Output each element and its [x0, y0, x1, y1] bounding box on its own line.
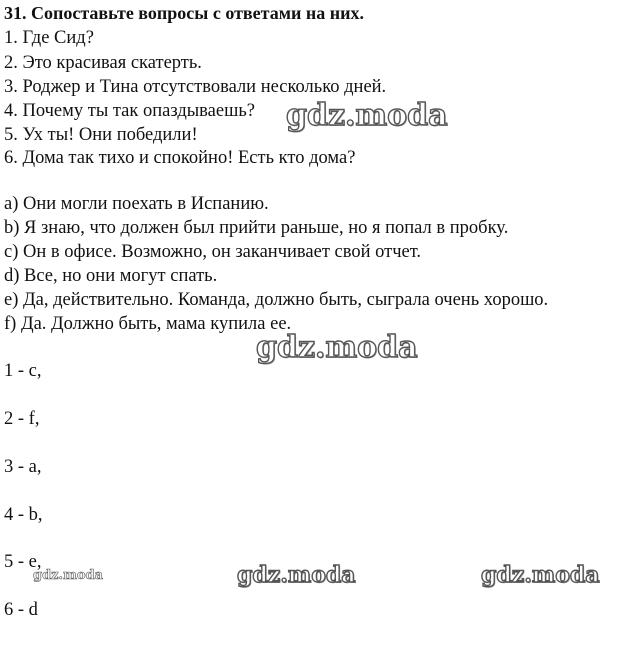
- answer-6: 6 - d: [4, 600, 38, 620]
- watermark-small-left: gdz.moda: [33, 568, 104, 583]
- answer-1: 1 - c,: [4, 361, 42, 381]
- watermark-middle: gdz.moda: [256, 330, 418, 365]
- option-a: a) Они могли поехать в Испанию.: [4, 194, 269, 214]
- question-3: 3. Роджер и Тина отсутствовали несколько дней.: [4, 77, 387, 97]
- watermark-bottom-right: gdz.moda: [481, 562, 600, 588]
- question-1: 1. Где Сид?: [4, 28, 94, 48]
- answer-2: 2 - f,: [4, 409, 40, 429]
- question-2: 2. Это красивая скатерть.: [4, 53, 202, 73]
- option-f: f) Да. Должно быть, мама купила ее.: [4, 314, 292, 334]
- option-c: c) Он в офисе. Возможно, он заканчивает свой отчет.: [4, 242, 422, 262]
- question-4: 4. Почему ты так опаздываешь?: [4, 101, 255, 121]
- option-d: d) Все, но они могут спать.: [4, 266, 218, 286]
- answer-4: 4 - b,: [4, 505, 43, 525]
- answer-3: 3 - a,: [4, 457, 42, 477]
- answer-5: 5 - e,: [4, 552, 42, 572]
- option-e: e) Да, действительно. Команда, должно быть, сыграла очень хорошо.: [4, 290, 549, 310]
- question-6: 6. Дома так тихо и спокойно! Есть кто дома?: [4, 148, 356, 168]
- task-title: 31. Сопоставьте вопросы с ответами на них.: [4, 3, 364, 23]
- option-b: b) Я знаю, что должен был прийти раньше, но я попал в пробку.: [4, 218, 509, 238]
- watermark-bottom-center: gdz.moda: [237, 562, 356, 588]
- question-5: 5. Ух ты! Они победили!: [4, 125, 198, 145]
- watermark-top: gdz.moda: [286, 98, 448, 133]
